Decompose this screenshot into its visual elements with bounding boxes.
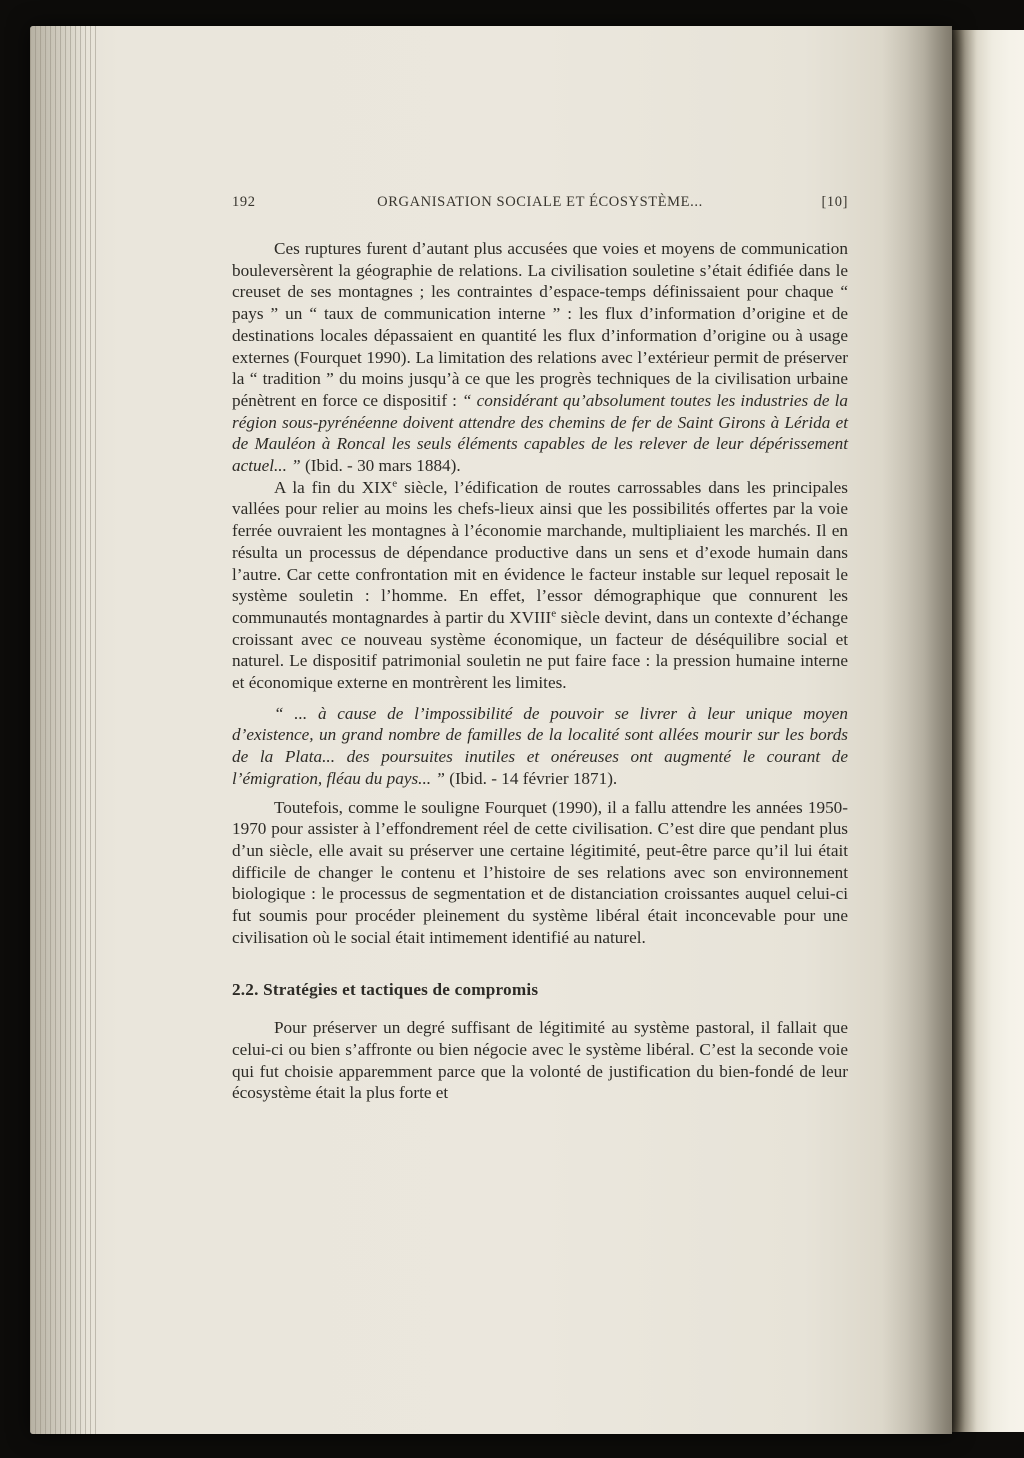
page-stack-edges bbox=[30, 26, 96, 1434]
paragraph-1: Ces ruptures furent d’autant plus accusées que voies et moyens de communication bouleversèrent la géographie de relations. La civilisation souletine s’était édifiée dans le creuset de ses montagnes ; les contraintes d’espace-temps définissaient pour chaque “ pays ” un “ taux de communication interne ” : les flux d’information d’origine et de destinations locales dépassaient en quantité les flux d’information d’origine ou à usage externes (Fourquet 1990). La limitation des relations avec l’extérieur permit de préserver la “ tradition ” du moins jusqu’à ce que les progrès techniques de la civilisation urbaine pénètrent en force ce dispositif : “ considérant qu’absolument toutes les industries de la région sous-pyrénéenne doivent attendre des chemins de fer de Saint Girons à Lérida et de Mauléon à Roncal les seuls éléments capables de les relever de leur dépérissement actuel... ” (Ibid. - 30 mars 1884). bbox=[232, 239, 848, 476]
paragraph-2: A la fin du XIXe siècle, l’édification de routes carrossables dans les principales vallées pour relier au moins les chefs-lieux ainsi que les possibilités offertes par la voie ferrée ouvraient les montagnes à l’économie marchande, multipliaient les marchés. Il en résulta un processus de dépendance productive dans un sens et d’exode humain dans l’autre. Car cette confrontation mit en évidence le facteur instable sur lequel reposait le système souletin : l’homme. En effet, l’essor démographique que connurent les communautés montagnardes à partir du XVIIIe siècle devint, dans un contexte d’échange croissant avec ce nouveau système économique, un facteur de déséquilibre social et naturel. Le dispositif patrimonial souletin ne put faire face : la pression humaine interne et économique externe en montrèrent les limites. bbox=[232, 477, 849, 693]
book-page bbox=[30, 26, 952, 1434]
body-text bbox=[232, 238, 848, 1104]
opposite-page-edge bbox=[950, 30, 1024, 1432]
issue-ref: [10] bbox=[821, 194, 848, 210]
paragraph-3: Toutefois, comme le souligne Fourquet (1990), il a fallu attendre les années 1950-1970 pour assister à l’effondrement réel de cette civilisation. C’est dire que pendant plus d’un siècle, elle avait su préserver une certaine légitimité, peut-être parce qu’il lui était difficile de changer le contenu et l’histoire de ses relations avec son environnement biologique : le processus de segmentation et de distanciation croissantes auquel celui-ci fut soumis pour procéder pleinement du système libéral était inconcevable pour une civilisation où le social était intimement identifié au naturel. bbox=[232, 797, 848, 947]
page-header bbox=[232, 194, 848, 211]
paragraph-quote: “ ... à cause de l’impossibilité de pouvoir se livrer à leur unique moyen d’existence, un grand nombre de familles de la localité sont allées mourir sur les bords de la Plata... des poursuites inutiles et onéreuses ont augmenté le courant de l’émigration, fléau du pays... ” (Ibid. - 14 février 1871). bbox=[232, 703, 848, 788]
section-heading: 2.2. Stratégies et tactiques de compromis bbox=[232, 979, 539, 999]
page-content bbox=[232, 194, 848, 1104]
paragraph-4: Pour préserver un degré suffisant de légitimité au système pastoral, il fallait que celui-ci ou bien s’affronte ou bien négocie avec le système libéral. C’est la seconde voie qui fut choisie apparemment parce que la volonté de justification du bien-fondé de leur écosystème était la plus forte et bbox=[232, 1018, 848, 1103]
page-number: 192 bbox=[232, 194, 256, 210]
gutter-shadow bbox=[882, 26, 952, 1434]
running-title: ORGANISATION SOCIALE ET ÉCOSYSTÈME... bbox=[377, 194, 703, 210]
